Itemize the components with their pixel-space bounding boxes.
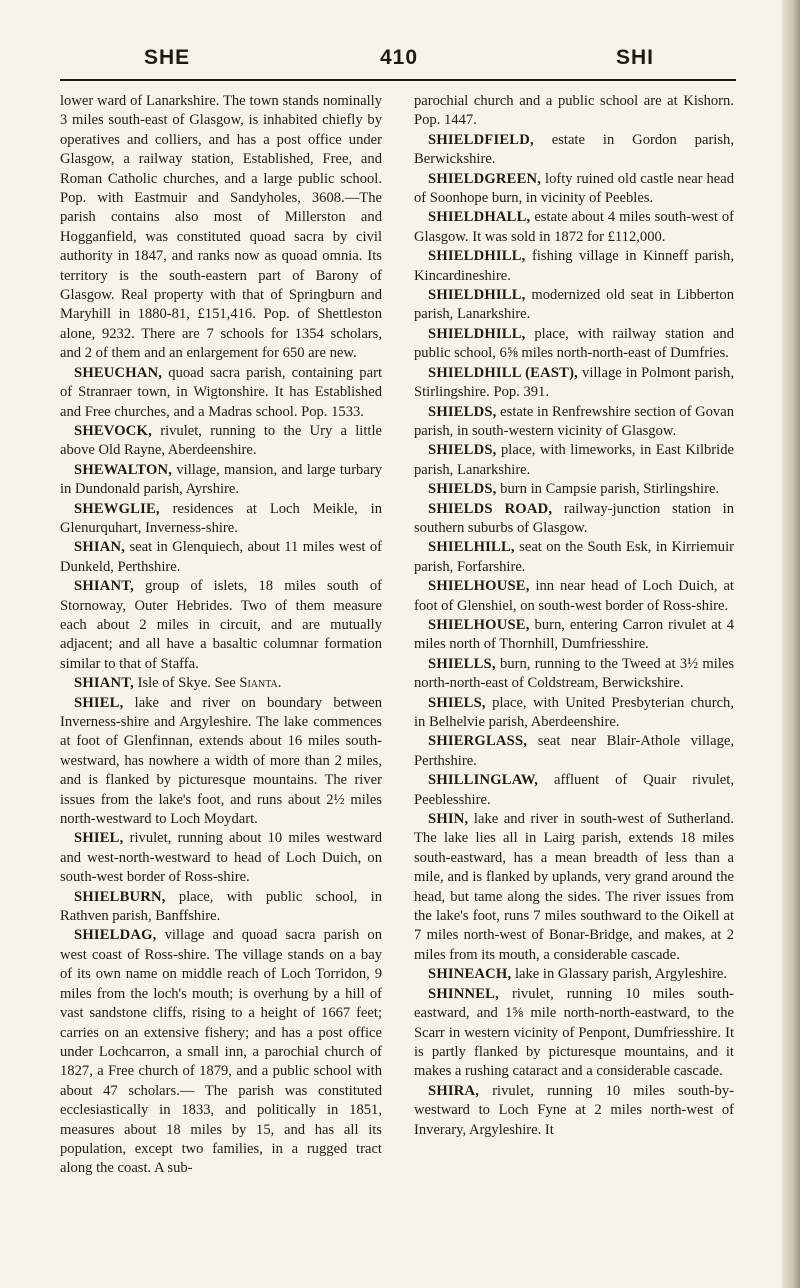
entry-headword: SHIANT, (74, 578, 134, 595)
page-number: 410 (379, 46, 419, 69)
entry-text: seat on the South Esk, in Kirriemuir parish, Forfarshire. (414, 539, 734, 575)
entry-text: affluent of Quair rivulet, Peeblesshire. (414, 772, 734, 808)
running-header (64, 46, 734, 76)
entry-text: place, with limeworks, in East Kilbride parish, Lanarkshire. (414, 442, 734, 478)
entry-text: lake in Glassary parish, Argyleshire. (511, 966, 728, 983)
entry-headword: SHINNEL, (428, 985, 499, 1002)
gazetteer-entry (414, 208, 734, 247)
entry-headword: SHIELDAG, (74, 927, 157, 944)
entry-text: quoad sacra parish, containing part of Stranraer town, in Wigtonshire. It has Established and Free churches, and a Madras school. Pop. 1533. (60, 364, 382, 420)
entry-text: fishing village in Kinneff parish, Kincardineshire. (414, 248, 734, 284)
entry-text: lake and river in south-west of Sutherland. The lake lies all in Lairg parish, extends 18 miles south-eastward, has a mean breadth of less than a mile, and is flanked by uplands, very grand around the head, but tame along the sides. The river issues from the lake's foot, runs 7 miles southward to the Oikell at 7 miles north-west of Bonar-Bridge, and makes, at 2 miles from its mouth, a considerable cascade. (414, 811, 734, 963)
entry-text: village and quoad sacra parish on west coast of Ross-shire. The village stands on a bay of its own name on middle reach of Loch Torridon, 9 miles from the loch's mouth; is overhung by a hill of vast sandstone cliffs, rising to a height of 1667 feet; carries on an extensive fishery; and has a post office under Lochcarron, a small inn, a parochial church of 1827, a Free church of 1879, and a public school with about 47 scholars.— The parish was constituted ecclesiastically in 1833, and politically in 1851, measures about 18 miles by 15, and has all its population, except two families, in a rugged tract along the coast. A sub- (60, 927, 382, 1177)
entry-text: railway-junction station in southern suburbs of Glasgow. (414, 500, 734, 536)
entry-headword: SHEWGLIE, (74, 500, 160, 517)
gazetteer-entry (414, 247, 734, 286)
gazetteer-entry (414, 480, 734, 499)
cross-reference: Sianta (239, 675, 278, 692)
entry-text: lake and river on boundary between Inverness-shire and Argyleshire. The lake commences at foot of Glenfinnan, extends about 16 miles south-westward, has nowhere a width of more than 2 miles, and is flanked by picturesque mountains. The river issues from the lake's foot, and runs about 2½ miles north-westward to Loch Moydart. (60, 694, 382, 828)
entry-headword: SHIELDS, (428, 481, 497, 498)
gazetteer-entry (414, 616, 734, 655)
gazetteer-entry (60, 829, 382, 887)
gazetteer-entry (60, 364, 382, 422)
entry-text: residences at Loch Meikle, in Glenurquhart, Inverness-shire. (60, 500, 382, 536)
gazetteer-entry (60, 888, 382, 927)
entry-text: seat in Glenquiech, about 11 miles west of Dunkeld, Perthshire. (60, 539, 382, 575)
entry-text: place, with railway station and public school, 6⅝ miles north-north-east of Dumfries. (414, 325, 734, 362)
entry-text: modernized old seat in Libberton parish, Lanarkshire. (414, 287, 734, 323)
entry-headword: SHIELHOUSE, (428, 578, 530, 595)
gazetteer-entry (60, 577, 382, 674)
entry-text: place, with public school, in Rathven parish, Banffshire. (60, 888, 382, 925)
entry-text: inn near head of Loch Duich, at foot of Glenshiel, on south-west border of Ross-shire. (414, 578, 734, 614)
gazetteer-entry (414, 325, 734, 364)
entry-headword: SHIELDHILL, (428, 248, 526, 265)
entry-headword: SHIEL, (74, 694, 124, 711)
entry-text: estate about 4 miles south-west of Glasgow. It was sold in 1872 for £112,000. (414, 209, 734, 245)
page-edge (782, 0, 800, 1288)
gazetteer-entry (414, 286, 734, 325)
entry-text: seat near Blair-Athole village, Perthshire. (414, 733, 734, 769)
entry-headword: SHIELDS, (428, 403, 497, 420)
gazetteer-entry (414, 810, 734, 965)
entry-headword: SHINEACH, (428, 966, 512, 983)
gazetteer-entry (414, 364, 734, 403)
right-column (414, 92, 734, 1140)
gazetteer-entry (414, 538, 734, 577)
continuation-text: parochial church and a public school are at Kishorn. Pop. 1447. (414, 93, 734, 129)
entry-headword: SHIELDHILL (EAST), (428, 364, 578, 381)
entry-text: estate in Renfrewshire section of Govan parish, in south-western vicinity of Glasgow. (414, 403, 735, 439)
gazetteer-entry (60, 674, 382, 693)
entry-headword: SHIELDS, (428, 442, 497, 459)
gazetteer-entry (414, 170, 734, 209)
gazetteer-entry (414, 577, 734, 616)
entry-headword: SHIANT, (74, 675, 134, 692)
gazetteer-entry (414, 1082, 734, 1140)
entry-headword: SHIELDFIELD, (428, 131, 534, 148)
entry-text: burn, entering Carron rivulet at 4 miles north of Thornhill, Dumfriesshire. (414, 616, 734, 653)
entry-headword: SHIELDS ROAD, (428, 500, 553, 517)
entry-headword: SHIELDHILL, (428, 325, 526, 342)
entry-headword: SHIELDHILL, (428, 287, 526, 304)
entry-text: Isle of Skye. See (133, 675, 240, 692)
gazetteer-entry (414, 403, 734, 442)
entry-text: rivulet, running 10 miles south-by-westward to Loch Fyne at 2 miles north-west of Inverary, Argyleshire. It (414, 1082, 734, 1138)
entry-text: place, with United Presbyterian church, in Belhelvie parish, Aberdeenshire. (414, 694, 734, 730)
entry-headword: SHILLINGLAW, (428, 772, 539, 789)
entry-headword: SHIAN, (74, 539, 126, 556)
entry-headword: SHIN, (428, 811, 469, 828)
entry-headword: SHIELS, (428, 694, 486, 711)
entry-text: lofty ruined old castle near head of Soonhope burn, in vicinity of Peebles. (414, 170, 734, 207)
entry-text: group of islets, 18 miles south of Stornoway, Outer Hebrides. Two of them measure each about 2 miles in circuit, and are mutually adjacent; and all have a basaltic columnar formation similar to that of Staffa. (60, 578, 382, 672)
gazetteer-entry (414, 131, 734, 170)
entry-text: burn in Campsie parish, Stirlingshire. (496, 481, 720, 498)
gazetteer-entry (414, 441, 734, 480)
entry-headword: SHIEL, (74, 830, 124, 847)
header-left-word: SHE (144, 46, 191, 69)
gazetteer-entry (60, 538, 382, 577)
continuation-text: lower ward of Lanarkshire. The town stands nominally 3 miles south-east of Glasgow, is inhabited chiefly by operatives and colliers, and has a post office under Glasgow, a railway station, Established, Free, and Roman Catholic churches, and a large public school. Pop. with Eastmuir and Sandyholes, 3608.—The parish contains also most of Millerston and Hogganfield, was constituted quoad sacra by civil authority in 1847, and ranks now as quoad omnia. Its territory is the south-eastern part of Barony of Glasgow. Real property with that of Springburn and Maryhill in 1880-81, £151,416. Pop. of Shettleston alone, 9232. There are 7 schools for 1354 scholars, and 2 of them and an enlargement for 650 are new. (60, 93, 382, 362)
gazetteer-entry (60, 500, 382, 539)
gazetteer-entry (414, 500, 734, 539)
entry-text: rivulet, running to the Ury a little above Old Rayne, Aberdeenshire. (60, 422, 382, 459)
entry-headword: SHIELHILL, (428, 539, 515, 556)
gazetteer-entry (414, 965, 734, 984)
gazetteer-entry (414, 655, 734, 694)
gazetteer-entry (414, 771, 734, 810)
entry-text: rivulet, running 10 miles south-eastward, and 1⅝ mile north-north-eastward, to the Scarr in western vicinity of Penpont, Dumfriesshire. It is partly flanked by picturesque mountains, and it makes a rushing cataract and a considerable cascade. (414, 985, 734, 1080)
entry-text: village, mansion, and large turbary in Dundonald parish, Ayrshire. (60, 461, 382, 498)
header-rule (60, 79, 736, 81)
entry-headword: SHIRA, (428, 1082, 480, 1099)
gazetteer-entry (414, 694, 734, 733)
entry-headword: SHIELDHALL, (428, 209, 531, 226)
gazetteer-entry (414, 985, 734, 1082)
gazetteer-entry (60, 926, 382, 1178)
entry-headword: SHEVOCK, (74, 422, 152, 439)
entry-headword: SHIELBURN, (74, 888, 166, 905)
entry-headword: SHIERGLASS, (428, 733, 528, 750)
entry-headword: SHEUCHAN, (74, 364, 163, 381)
entry-text: burn, running to the Tweed at 3½ miles north-north-east of Coldstream, Berwickshire. (414, 655, 734, 692)
entry-text: estate in Gordon parish, Berwickshire. (414, 131, 734, 168)
entry-headword: SHIELHOUSE, (428, 616, 530, 633)
entry-headword: SHEWALTON, (74, 461, 173, 478)
entry-text: rivulet, running about 10 miles westward and west-north-westward to head of Loch Duich, on south-west border of Ross-shire. (60, 830, 382, 886)
left-column (60, 92, 382, 1179)
entry-text: village in Polmont parish, Stirlingshire. Pop. 391. (414, 364, 734, 401)
gazetteer-entry (60, 422, 382, 461)
gazetteer-entry (60, 694, 382, 830)
entry-headword: SHIELDGREEN, (428, 170, 542, 187)
header-right-word: SHI (615, 46, 654, 69)
gazetteer-entry (414, 732, 734, 771)
entry-headword: SHIELLS, (428, 655, 496, 672)
gazetteer-entry (60, 461, 382, 500)
entry-tail: . (277, 675, 282, 692)
